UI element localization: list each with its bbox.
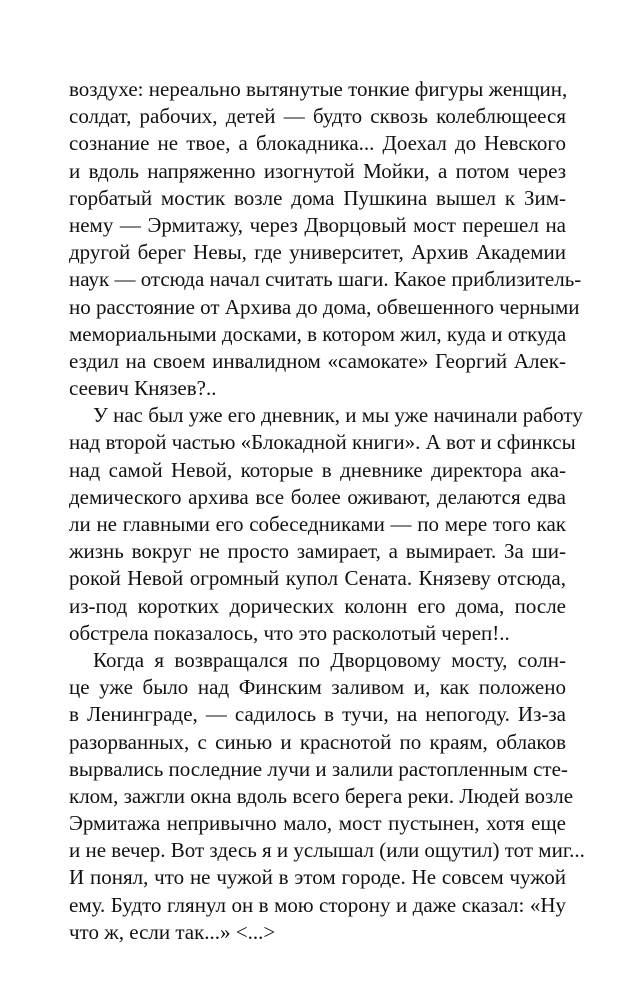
text-line: что ж, если так...» <...>: [69, 919, 276, 944]
text-line: И понял, что не чужой в этом городе. Не совсем чужой: [69, 865, 566, 890]
body-text: [69, 76, 585, 946]
text-line: воздухе: нереально вытянутые тонкие фигуры женщин,: [69, 77, 568, 101]
text-line: солдат, рабочих, детей — будто сквозь колеблющееся: [69, 104, 566, 129]
text-line: Эрмитажа непривычно мало, мост пустынен, хотя еще: [69, 811, 566, 836]
text-line: демического архива все более оживают, делаются едва: [69, 484, 566, 509]
text-line: сознание не твое, а блокадника... Доехал до Невского: [69, 131, 566, 156]
text-line: нему — Эрмитажу, через Дворцовый мост перешел на: [69, 212, 566, 237]
text-line: ездил на своем инвалидном «самокате» Георгий Алек-: [69, 348, 566, 373]
text-line: обстрела показалось, что это расколотый череп!..: [69, 620, 510, 645]
text-line: разорванных, с синью и краснотой по краям, облаков: [69, 729, 566, 754]
text-line: ли не главными его собеседниками — по мере того как: [69, 512, 566, 536]
text-line: сеевич Князев?..: [69, 376, 217, 401]
text-line: но расстояние от Архива до дома, обвешенного черными: [69, 294, 580, 319]
text-line: горбатый мостик возле дома Пушкина вышел к Зим-: [69, 185, 566, 210]
text-line: це уже было над Финским заливом и, как положено: [69, 675, 566, 700]
text-line: наук — отсюда начал считать шаги. Какое приблизитель-: [69, 267, 582, 292]
text-line: вырвались последние лучи и залили растопленным сте-: [69, 756, 568, 781]
text-line: У нас был уже его дневник, и мы уже начинали работу: [93, 403, 583, 428]
text-line: жизнь вокруг не просто замирает, а вымирает. За ши-: [69, 539, 566, 564]
text-line: Когда я возвращался по Дворцовому мосту, солн-: [93, 647, 566, 672]
text-line: над второй частью «Блокадной книги». А вот и сфинксы: [69, 430, 576, 455]
text-line: другой берег Невы, где университет, Архив Академии: [69, 240, 566, 265]
text-line: и вдоль напряженно изогнутой Мойки, а потом через: [69, 158, 566, 183]
text-line: мемориальными досками, в котором жил, куда и откуда: [69, 321, 567, 346]
text-line: и не вечер. Вот здесь я и услышал (или ощутил) тот миг...: [69, 838, 585, 863]
text-line: рокой Невой огромный купол Сената. Князеву отсюда,: [69, 566, 566, 591]
text-line: клом, зажгли окна вдоль всего берега реки. Людей возле: [69, 783, 574, 808]
text-line: из-под коротких дорических колонн его дома, после: [69, 593, 566, 618]
text-line: в Ленинграде, — садилось в тучи, на непогоду. Из-за: [69, 702, 566, 727]
text-line: ему. Будто глянул он в мою сторону и даже сказал: «Ну: [69, 892, 566, 917]
text-line: над самой Невой, которые в дневнике директора ака-: [69, 457, 566, 482]
